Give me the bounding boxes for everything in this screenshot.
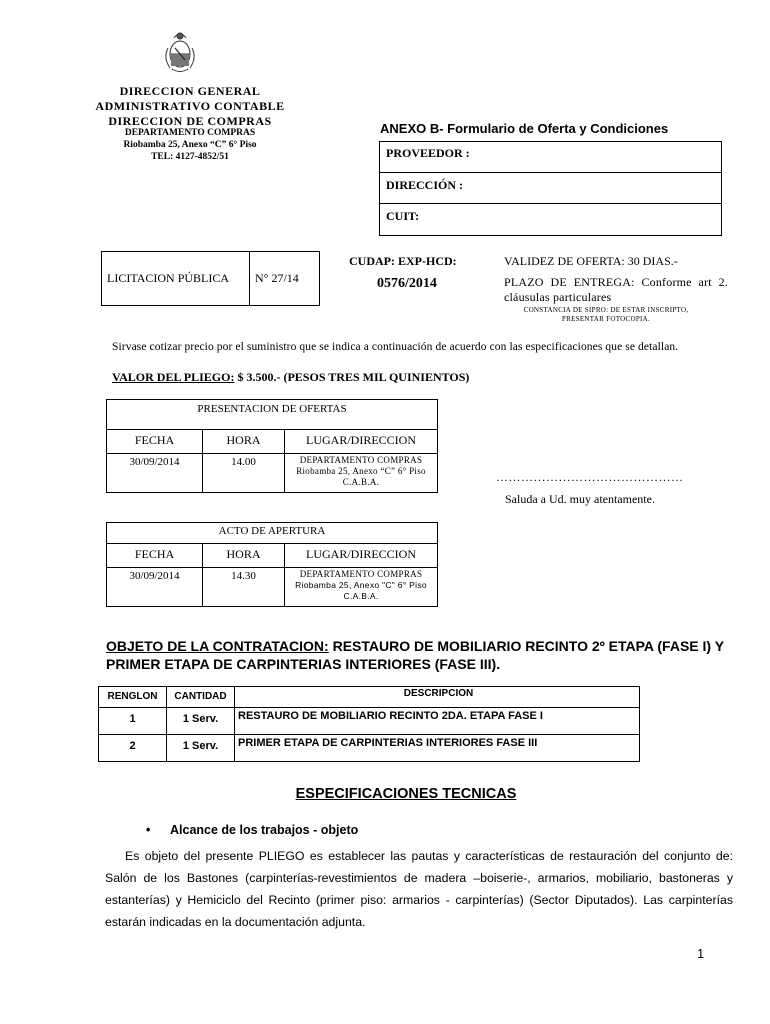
- proveedor-box: [379, 141, 722, 236]
- apertura-lugar-1: DEPARTAMENTO COMPRAS: [299, 569, 423, 579]
- apertura-data-row: [107, 568, 437, 606]
- presentacion-title: PRESENTACION DE OFERTAS: [107, 400, 437, 430]
- direccion-field[interactable]: DIRECCIÓN :: [380, 173, 721, 204]
- page-number: 1: [697, 946, 705, 961]
- presentacion-header-fecha: FECHA: [107, 430, 203, 453]
- apertura-header-row: [107, 544, 437, 568]
- item-cantidad: 1 Serv.: [167, 708, 235, 734]
- apertura-header-hora: HORA: [203, 544, 285, 567]
- presentacion-lugar-1: DEPARTAMENTO COMPRAS: [299, 455, 423, 465]
- intro-text: Sirvase cotizar precio por el suministro que se indica a continuación de acuerdo con las especificaciones que se detallan.: [112, 341, 679, 353]
- presentacion-header-row: [107, 430, 437, 454]
- validez-oferta: VALIDEZ DE OFERTA: 30 DIAS.-: [504, 254, 678, 268]
- presentacion-fecha: 30/09/2014: [107, 454, 203, 492]
- header-line-5: Riobamba 25, Anexo “C” 6° Piso: [123, 140, 257, 150]
- items-header-row: [99, 687, 639, 708]
- header-line-1: DIRECCION GENERAL: [119, 84, 261, 98]
- items-header-descripcion: DESCRIPCION: [403, 688, 474, 699]
- presentacion-header-hora: HORA: [203, 430, 285, 453]
- header-line-2: ADMINISTRATIVO CONTABLE: [95, 99, 285, 113]
- licitacion-type: LICITACION PÚBLICA: [102, 252, 250, 305]
- presentacion-header-lugar: LUGAR/DIRECCION: [306, 433, 416, 447]
- cudap-label: CUDAP: EXP-HCD:: [349, 254, 457, 268]
- item-cantidad: 1 Serv.: [167, 735, 235, 761]
- proveedor-field[interactable]: PROVEEDOR :: [380, 142, 721, 173]
- presentacion-lugar-3: C.A.B.A.: [342, 477, 380, 487]
- bullet-icon: •: [146, 823, 151, 837]
- apertura-lugar: [285, 568, 437, 606]
- presentacion-hora: 14.00: [203, 454, 285, 492]
- valor-pliego-label: VALOR DEL PLIEGO:: [112, 370, 235, 384]
- constancia-sipro: [500, 306, 712, 324]
- presentacion-data-row: [107, 454, 437, 492]
- table-row: [99, 735, 639, 761]
- item-renglon: 2: [99, 735, 167, 761]
- cuit-field[interactable]: CUIT:: [386, 209, 420, 223]
- header-line-4: DEPARTAMENTO COMPRAS: [124, 128, 256, 138]
- item-descripcion: RESTAURO DE MOBILIARIO RECINTO 2DA. ETAPA FASE I: [238, 710, 543, 722]
- signature-line: ………………………………………: [496, 470, 684, 484]
- apertura-fecha: 30/09/2014: [107, 568, 203, 606]
- saluda-text: Saluda a Ud. muy atentamente.: [505, 492, 655, 506]
- items-header-cantidad: CANTIDAD: [167, 687, 235, 707]
- apertura-header-lugar: LUGAR/DIRECCION: [306, 547, 416, 561]
- objeto-text: RESTAURO DE MOBILIARIO RECINTO 2º ETAPA (FASE I) Y PRIMER ETAPA DE CARPINTERIAS INTERIORES (FASE III).: [106, 638, 724, 672]
- apertura-lugar-3: C.A.B.A.: [343, 591, 379, 601]
- items-header-renglon: RENGLON: [99, 687, 167, 707]
- coat-of-arms-emblem: [160, 26, 200, 76]
- header-line-3: DIRECCION DE COMPRAS: [108, 114, 272, 128]
- plazo-entrega: PLAZO DE ENTREGA: Conforme art 2. cláusulas particulares: [504, 275, 728, 304]
- especificaciones-paragraph: Es objeto del presente PLIEGO es establecer las pautas y características de restauración del conjunto de: Salón de los Bastones (carpinterías-revestimientos de madera –boiserie-, armarios, mobiliario, bastoneras y estanterías) y Hemiciclo del Recinto (primer piso: armarios - carpinterías) (Sector Diputados). Las carpinterías estarán indicadas en la documentación adjunta.: [105, 849, 733, 929]
- apertura-title: ACTO DE APERTURA: [107, 523, 437, 544]
- licitacion-number: N° 27/14: [255, 271, 299, 285]
- apertura-hora: 14.30: [203, 568, 285, 606]
- especificaciones-title: ESPECIFICACIONES TECNICAS: [295, 786, 517, 802]
- apertura-header-fecha: FECHA: [107, 544, 203, 567]
- constancia-line-1: CONSTANCIA DE SIPRO: DE ESTAR INSCRIPTO,: [523, 306, 689, 314]
- presentacion-lugar-2: Riobamba 25, Anexo “C” 6° Piso: [296, 466, 426, 476]
- valor-pliego: [112, 370, 469, 385]
- alcance-bullet-text: Alcance de los trabajos - objeto: [170, 823, 359, 837]
- header-address-block: [90, 127, 290, 163]
- apertura-table: [106, 522, 438, 607]
- table-row: [99, 708, 639, 735]
- alcance-bullet: [146, 823, 358, 837]
- header-line-6: TEL: 4127-4852/51: [151, 152, 229, 162]
- presentacion-table: [106, 399, 438, 493]
- items-table: [98, 686, 640, 762]
- constancia-line-2: PRESENTAR FOTOCOPIA.: [561, 315, 651, 323]
- cudap-value: 0576/2014: [377, 276, 437, 291]
- presentacion-lugar: [285, 454, 437, 492]
- item-renglon: 1: [99, 708, 167, 734]
- valor-pliego-value: $ 3.500.- (PESOS TRES MIL QUINIENTOS): [237, 370, 470, 384]
- objeto-label: OBJETO DE LA CONTRATACION:: [106, 638, 329, 654]
- anexo-title: ANEXO B- Formulario de Oferta y Condiciones: [380, 121, 669, 136]
- item-descripcion: PRIMER ETAPA DE CARPINTERIAS INTERIORES FASE III: [238, 737, 538, 749]
- licitacion-box: [101, 251, 320, 306]
- header-title-block: [90, 84, 290, 129]
- objeto-contratacion: [106, 637, 736, 673]
- apertura-lugar-2: Riobamba 25, Anexo "C" 6° Piso: [295, 580, 427, 590]
